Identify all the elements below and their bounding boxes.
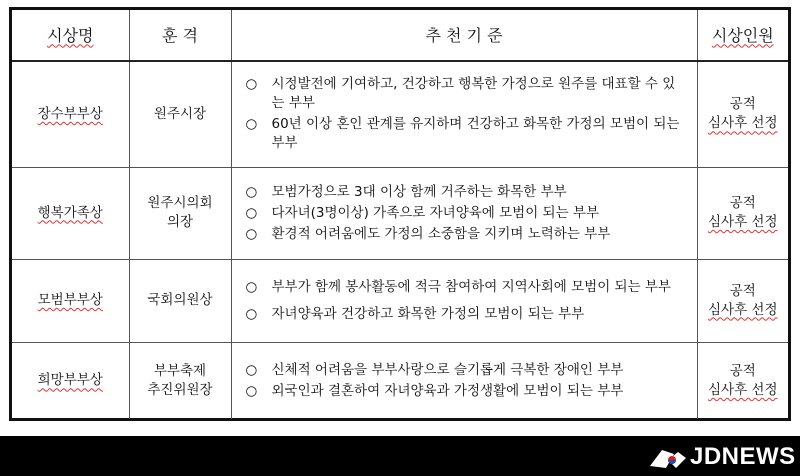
rank-line: 원주시의회 xyxy=(147,195,213,211)
table-row xyxy=(12,259,788,342)
rank-cell xyxy=(129,61,231,167)
selection-cell: 공적 심사후 선정 xyxy=(697,342,788,419)
criteria-item: ○ 환경적 어려움에도 가정의 소중함을 지키며 노력하는 부부 xyxy=(245,225,611,242)
rank-line: 국회의원상 xyxy=(147,292,213,308)
bullet-icon: ○ xyxy=(245,305,258,322)
award-table xyxy=(12,10,788,419)
rank-line: 부부축제 xyxy=(153,362,207,379)
table-header-row xyxy=(12,10,788,61)
award-name-cell: 모범부부상 xyxy=(12,259,129,342)
criteria-item: ○ 60년 이상 혼인 관계를 유지하며 건강하고 화목한 가정의 모범이 되는 부부 xyxy=(245,116,680,152)
criteria-item: ○ 외국인과 결혼하여 자녀양육과 가정생활에 모범이 되는 부부 xyxy=(245,382,624,399)
criteria-item: ○ 다자녀(3명이상) 가족으로 자녀양육에 모범이 되는 부부 xyxy=(245,204,599,221)
criteria-cell xyxy=(231,342,697,419)
criteria-cell xyxy=(231,61,697,167)
selection-cell: 공적 심사후 선정 xyxy=(697,167,788,259)
jdnews-logo-icon xyxy=(648,446,688,470)
table-row xyxy=(12,61,788,167)
award-name-cell: 장수부부상 xyxy=(12,61,129,167)
rank-cell xyxy=(129,342,231,419)
selection-cell: 공적 심사후 선정 xyxy=(697,61,788,167)
criteria-cell xyxy=(231,259,697,342)
bullet-icon: ○ xyxy=(245,382,258,399)
bullet-icon: ○ xyxy=(245,225,258,242)
bullet-icon: ○ xyxy=(245,76,258,93)
bullet-icon: ○ xyxy=(245,116,258,133)
header-rank: 훈 격 xyxy=(129,10,231,61)
table-row xyxy=(12,167,788,259)
criteria-item: ○ 신체적 어려움을 부부사랑으로 슬기롭게 극복한 장애인 부부 xyxy=(245,361,624,378)
bullet-icon: ○ xyxy=(245,183,258,200)
jdnews-logo-text: JDNEWS xyxy=(690,443,796,470)
bullet-icon: ○ xyxy=(245,278,258,295)
rank-line: 추진위원장 xyxy=(147,381,213,398)
header-criteria: 추 천 기 준 xyxy=(231,10,697,61)
criteria-item: ○ 자녀양육과 건강하고 화목한 가정의 모범이 되는 부부 xyxy=(245,305,585,322)
rank-cell xyxy=(129,167,231,259)
criteria-item: ○ 부부가 함께 봉사활동에 적극 참여하여 지역사회에 모범이 되는 부부 xyxy=(245,278,671,295)
rank-line: 의장 xyxy=(166,214,194,230)
table-row xyxy=(12,342,788,419)
header-award-name: 시상명 xyxy=(12,10,129,61)
award-table-frame xyxy=(9,7,791,421)
bullet-icon: ○ xyxy=(245,361,258,378)
bullet-icon: ○ xyxy=(245,204,258,221)
criteria-item: ○ 모범가정으로 3대 이상 함께 거주하는 화목한 부부 xyxy=(245,183,567,200)
header-count: 시상인원 xyxy=(697,10,788,61)
rank-line: 원주시장 xyxy=(153,105,207,122)
selection-cell: 공적 심사후 선정 xyxy=(697,259,788,342)
criteria-cell xyxy=(231,167,697,259)
rank-cell xyxy=(129,259,231,342)
award-name-cell: 희망부부상 xyxy=(12,342,129,419)
criteria-item: ○ 시정발전에 기여하고, 건강하고 행복한 가정으로 원주를 대표할 수 있는 부부 xyxy=(245,76,676,112)
award-name-cell: 행복가족상 xyxy=(12,167,129,259)
